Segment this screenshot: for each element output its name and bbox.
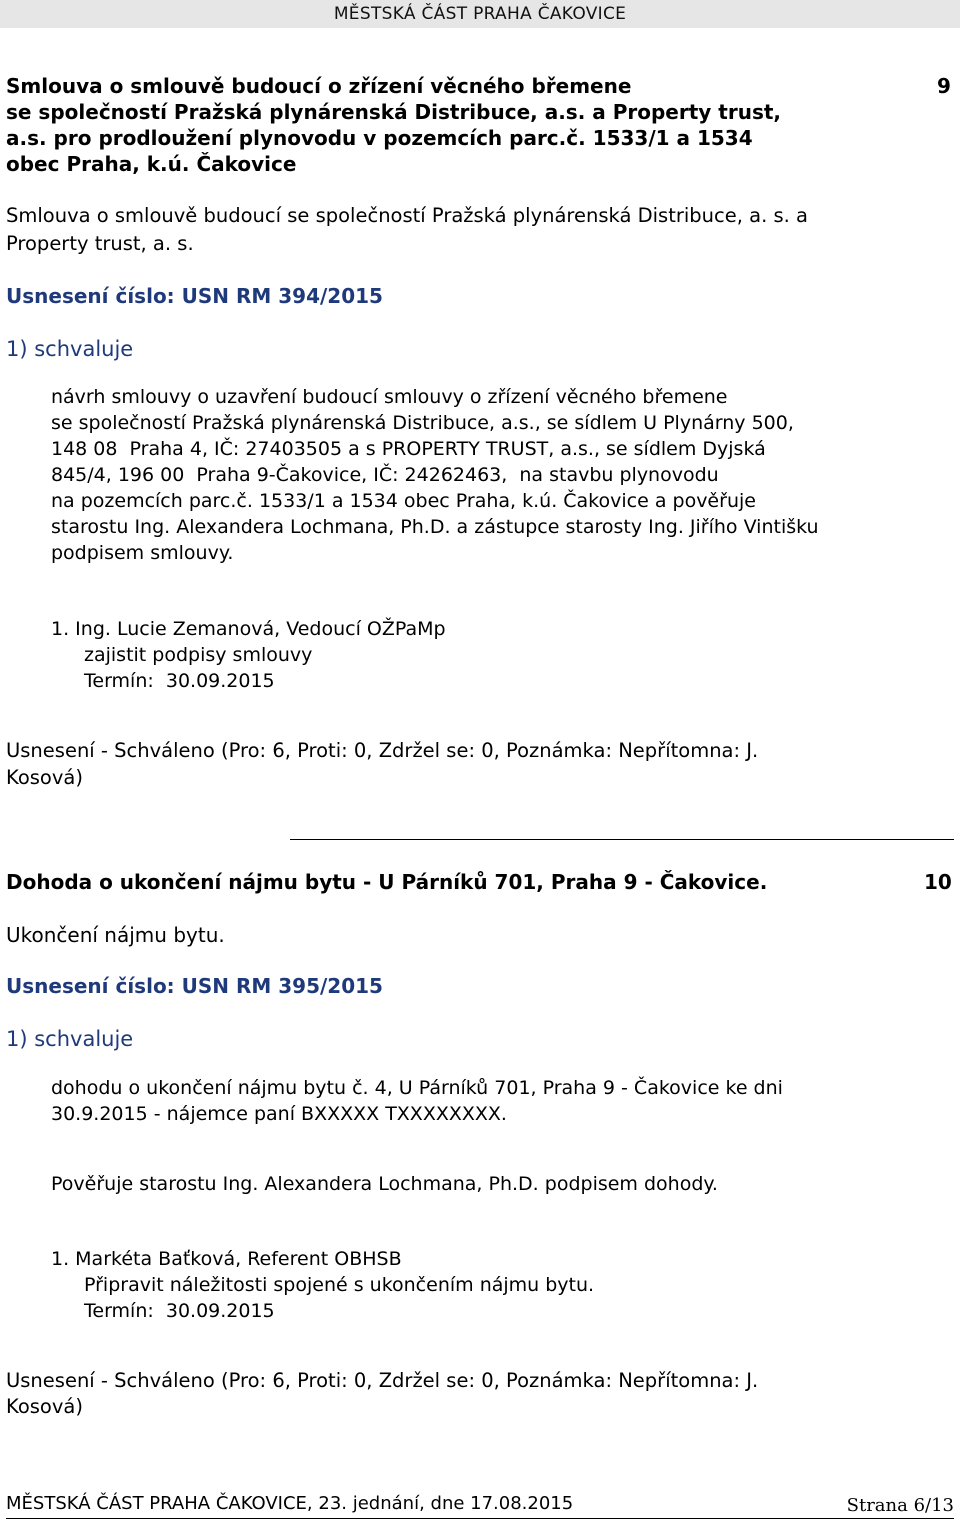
item9-title-line: obec Praha, k.ú. Čakovice <box>6 152 297 176</box>
item9-text-line: se společností Pražská plynárenská Distribuce, a.s., se sídlem U Plynárny 500, <box>51 412 794 434</box>
item10-text-line: dohodu o ukončení nájmu bytu č. 4, U Párníků 701, Praha 9 - Čakovice ke dni <box>51 1077 783 1099</box>
item10-task-line: Termín: 30.09.2015 <box>84 1300 275 1322</box>
item10-subtitle: Ukončení nájmu bytu. <box>6 923 225 947</box>
item9-number: 9 <box>937 74 951 98</box>
item9-text-line: 148 08 Praha 4, IČ: 27403505 a s PROPERTY TRUST, a.s., se sídlem Dyjská <box>51 438 766 460</box>
item9-resolution-number: Usnesení číslo: USN RM 394/2015 <box>6 284 383 308</box>
item9-text-line: starostu Ing. Alexandera Lochmana, Ph.D. a zástupce starosty Ing. Jiřího Vintišku <box>51 516 819 538</box>
item10-vote-line: Kosová) <box>6 1395 83 1418</box>
item9-title-line: se společností Pražská plynárenská Distribuce, a.s. a Property trust, <box>6 100 782 124</box>
item9-subtitle-line: Smlouva o smlouvě budoucí se společností Pražská plynárenská Distribuce, a. s. a <box>6 204 809 227</box>
item10-delegation: Pověřuje starostu Ing. Alexandera Lochmana, Ph.D. podpisem dohody. <box>51 1173 718 1195</box>
item9-subtitle-line: Property trust, a. s. <box>6 232 194 255</box>
item9-title-line: Smlouva o smlouvě budoucí o zřízení věcného břemene <box>6 74 632 98</box>
footer-meeting-info: MĚSTSKÁ ČÁST PRAHA ČAKOVICE, 23. jednání, dne 17.08.2015 <box>6 1493 574 1514</box>
header-title: MĚSTSKÁ ČÁST PRAHA ČAKOVICE <box>333 4 627 24</box>
item9-task-line: Termín: 30.09.2015 <box>84 670 275 692</box>
item10-resolution-number: Usnesení číslo: USN RM 395/2015 <box>6 974 383 998</box>
section-divider <box>290 839 954 840</box>
item9-text-line: na pozemcích parc.č. 1533/1 a 1534 obec Praha, k.ú. Čakovice a pověřuje <box>51 490 756 512</box>
item10-title: Dohoda o ukončení nájmu bytu - U Párníků 701, Praha 9 - Čakovice. <box>6 870 768 894</box>
item10-text-line: 30.9.2015 - nájemce paní BXXXXX TXXXXXXXX. <box>51 1103 507 1125</box>
item10-task-line: Připravit náležitosti spojené s ukončením nájmu bytu. <box>84 1274 595 1296</box>
item9-task-line: 1. Ing. Lucie Zemanová, Vedoucí OŽPaMp <box>51 618 446 640</box>
footer-page-number: Strana 6/13 <box>846 1495 954 1516</box>
item9-action <box>6 336 133 362</box>
item10-task-line: 1. Markéta Baťková, Referent OBHSB <box>51 1248 402 1270</box>
item9-vote-line: Usnesení - Schváleno (Pro: 6, Proti: 0, Zdržel se: 0, Poznámka: Nepřítomna: J. <box>6 739 759 762</box>
item9-text-line: 845/4, 196 00 Praha 9-Čakovice, IČ: 24262463, na stavbu plynovodu <box>51 464 719 486</box>
item9-task-line: zajistit podpisy smlouvy <box>84 644 313 666</box>
item9-action-text: 1) schvaluje <box>6 337 134 361</box>
item10-action <box>6 1026 133 1052</box>
item10-vote-line: Usnesení - Schváleno (Pro: 6, Proti: 0, Zdržel se: 0, Poznámka: Nepřítomna: J. <box>6 1369 759 1392</box>
item9-vote-line: Kosová) <box>6 766 83 789</box>
item9-text-line: návrh smlouvy o uzavření budoucí smlouvy o zřízení věcného břemene <box>51 386 728 408</box>
item10-action-text: 1) schvaluje <box>6 1027 134 1051</box>
item9-title-line: a.s. pro prodloužení plynovodu v pozemcích parc.č. 1533/1 a 1534 <box>6 126 753 150</box>
item9-text-line: podpisem smlouvy. <box>51 542 234 564</box>
item10-number: 10 <box>924 870 952 894</box>
